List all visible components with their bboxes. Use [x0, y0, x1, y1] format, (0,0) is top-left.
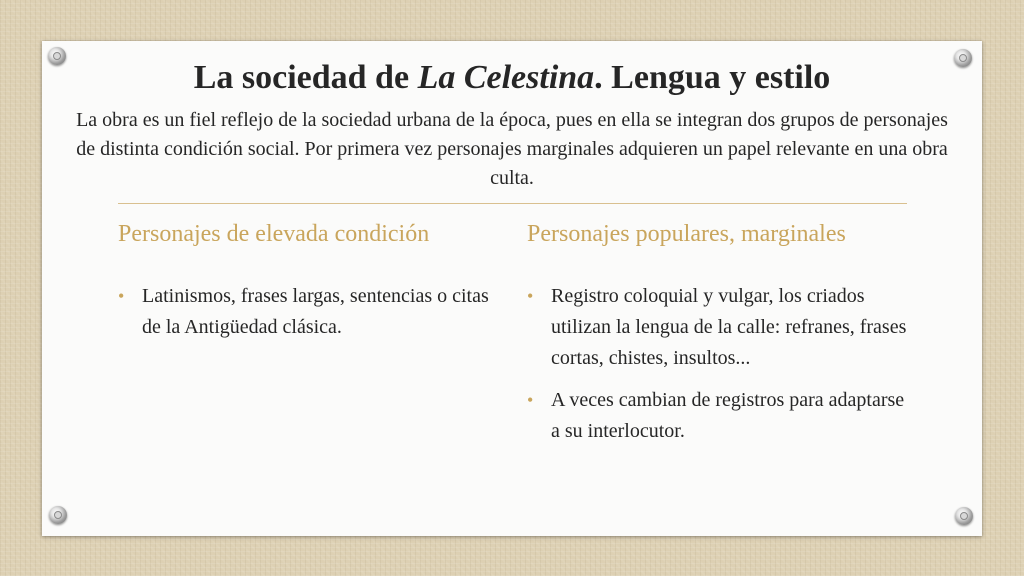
pin-icon: [954, 49, 972, 67]
bullet-list-elevated: [118, 281, 503, 354]
column-heading-popular: Personajes populares, marginales: [527, 221, 846, 247]
list-item: [527, 385, 912, 447]
list-item: [527, 281, 912, 374]
bullet-icon: •: [527, 286, 534, 306]
list-item: [118, 281, 503, 343]
pin-icon: [49, 506, 67, 524]
list-item-text: A veces cambian de registros para adaptarse a su interlocutor.: [551, 389, 905, 442]
bullet-list-popular: [527, 281, 912, 458]
pin-icon: [955, 507, 973, 525]
intro-paragraph: La obra es un fiel reflejo de la sociedad urbana de la época, pues en ella se integran dos grupos de personajes de distinta condición social. Por primera vez personajes marginales adquieren un papel relevante en una obra culta.: [76, 109, 948, 189]
divider: [118, 203, 907, 204]
slide-title: [70, 56, 954, 100]
list-item-text: Latinismos, frases largas, sentencias o citas de la Antigüedad clásica.: [142, 285, 489, 338]
list-item-text: Registro coloquial y vulgar, los criados utilizan la lengua de la calle: refranes, frases cortas, chistes, insultos...: [551, 285, 907, 369]
title-prefix: La sociedad de: [193, 59, 418, 96]
bullet-icon: •: [118, 286, 125, 306]
title-work-name: La Celestina: [417, 59, 595, 96]
bullet-icon: •: [527, 390, 534, 410]
column-heading-elevated: Personajes de elevada condición: [118, 221, 430, 247]
title-suffix: . Lengua y estilo: [594, 59, 831, 96]
pin-icon: [48, 47, 66, 65]
